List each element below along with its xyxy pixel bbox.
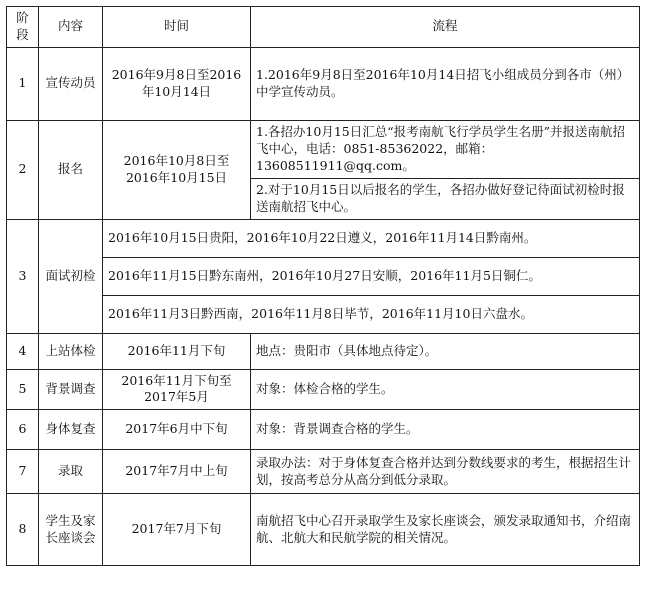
stage-process: 录取办法：对于身体复查合格并达到分数线要求的考生，根据招生计划，按高考总分从高分到低分录取。 — [251, 450, 640, 494]
header-row — [7, 7, 640, 48]
stage-content: 背景调查 — [39, 369, 103, 410]
stage-process: 对象：体检合格的学生。 — [251, 369, 640, 410]
stage-content: 身体复查 — [39, 410, 103, 450]
header-stage: 阶段 — [7, 7, 39, 48]
stage-content: 报名 — [39, 120, 103, 219]
stage-time: 2016年9月8日至2016年10月14日 — [103, 47, 251, 120]
table-row — [7, 410, 640, 450]
stage-time: 2016年11月下旬 — [103, 333, 251, 369]
header-content: 内容 — [39, 7, 103, 48]
stage-time: 2016年10月8日至2016年10月15日 — [103, 120, 251, 219]
table-row — [7, 333, 640, 369]
stage-process: 南航招飞中心召开录取学生及家长座谈会，颁发录取通知书，介绍南航、北航大和民航学院的相关情况。 — [251, 494, 640, 566]
stage-content: 上站体检 — [39, 333, 103, 369]
stage-time: 2017年6月中下旬 — [103, 410, 251, 450]
table-row — [7, 120, 640, 178]
interview-line-2: 2016年11月15日黔东南州，2016年10月27日安顺，2016年11月5日铜仁。 — [103, 257, 640, 295]
header-time: 时间 — [103, 7, 251, 48]
interview-line-1: 2016年10月15日贵阳，2016年10月22日遵义，2016年11月14日黔南州。 — [103, 219, 640, 257]
stage-number: 5 — [7, 369, 39, 410]
stage-time: 2017年7月下旬 — [103, 494, 251, 566]
stage-number: 4 — [7, 333, 39, 369]
table-row — [7, 47, 640, 120]
stage-content: 面试初检 — [39, 219, 103, 333]
header-process: 流程 — [251, 7, 640, 48]
stage-process-b: 2.对于10月15日以后报名的学生，各招办做好登记待面试初检时报送南航招飞中心。 — [251, 178, 640, 219]
stage-content: 宣传动员 — [39, 47, 103, 120]
stage-number: 1 — [7, 47, 39, 120]
stage-number: 3 — [7, 219, 39, 333]
interview-line-3: 2016年11月3日黔西南，2016年11月8日毕节，2016年11月10日六盘水。 — [103, 295, 640, 333]
stage-number: 2 — [7, 120, 39, 219]
stage-number: 8 — [7, 494, 39, 566]
stage-process: 对象：背景调查合格的学生。 — [251, 410, 640, 450]
stage-process: 1.2016年9月8日至2016年10月14日招飞小组成员分到各市（州）中学宣传动员。 — [251, 47, 640, 120]
stage-process-a: 1.各招办10月15日汇总“报考南航飞行学员学生名册”并报送南航招飞中心，电话：0851-85362022，邮箱：13608511911@qq.com。 — [251, 120, 640, 178]
stage-process: 地点：贵阳市（具体地点待定）。 — [251, 333, 640, 369]
stage-content: 学生及家长座谈会 — [39, 494, 103, 566]
table-row — [7, 219, 640, 257]
table-row — [7, 450, 640, 494]
stage-number: 7 — [7, 450, 39, 494]
schedule-table — [6, 6, 640, 566]
stage-number: 6 — [7, 410, 39, 450]
stage-content: 录取 — [39, 450, 103, 494]
stage-time: 2016年11月下旬至2017年5月 — [103, 369, 251, 410]
table-row — [7, 494, 640, 566]
table-row — [7, 369, 640, 410]
stage-time: 2017年7月中上旬 — [103, 450, 251, 494]
